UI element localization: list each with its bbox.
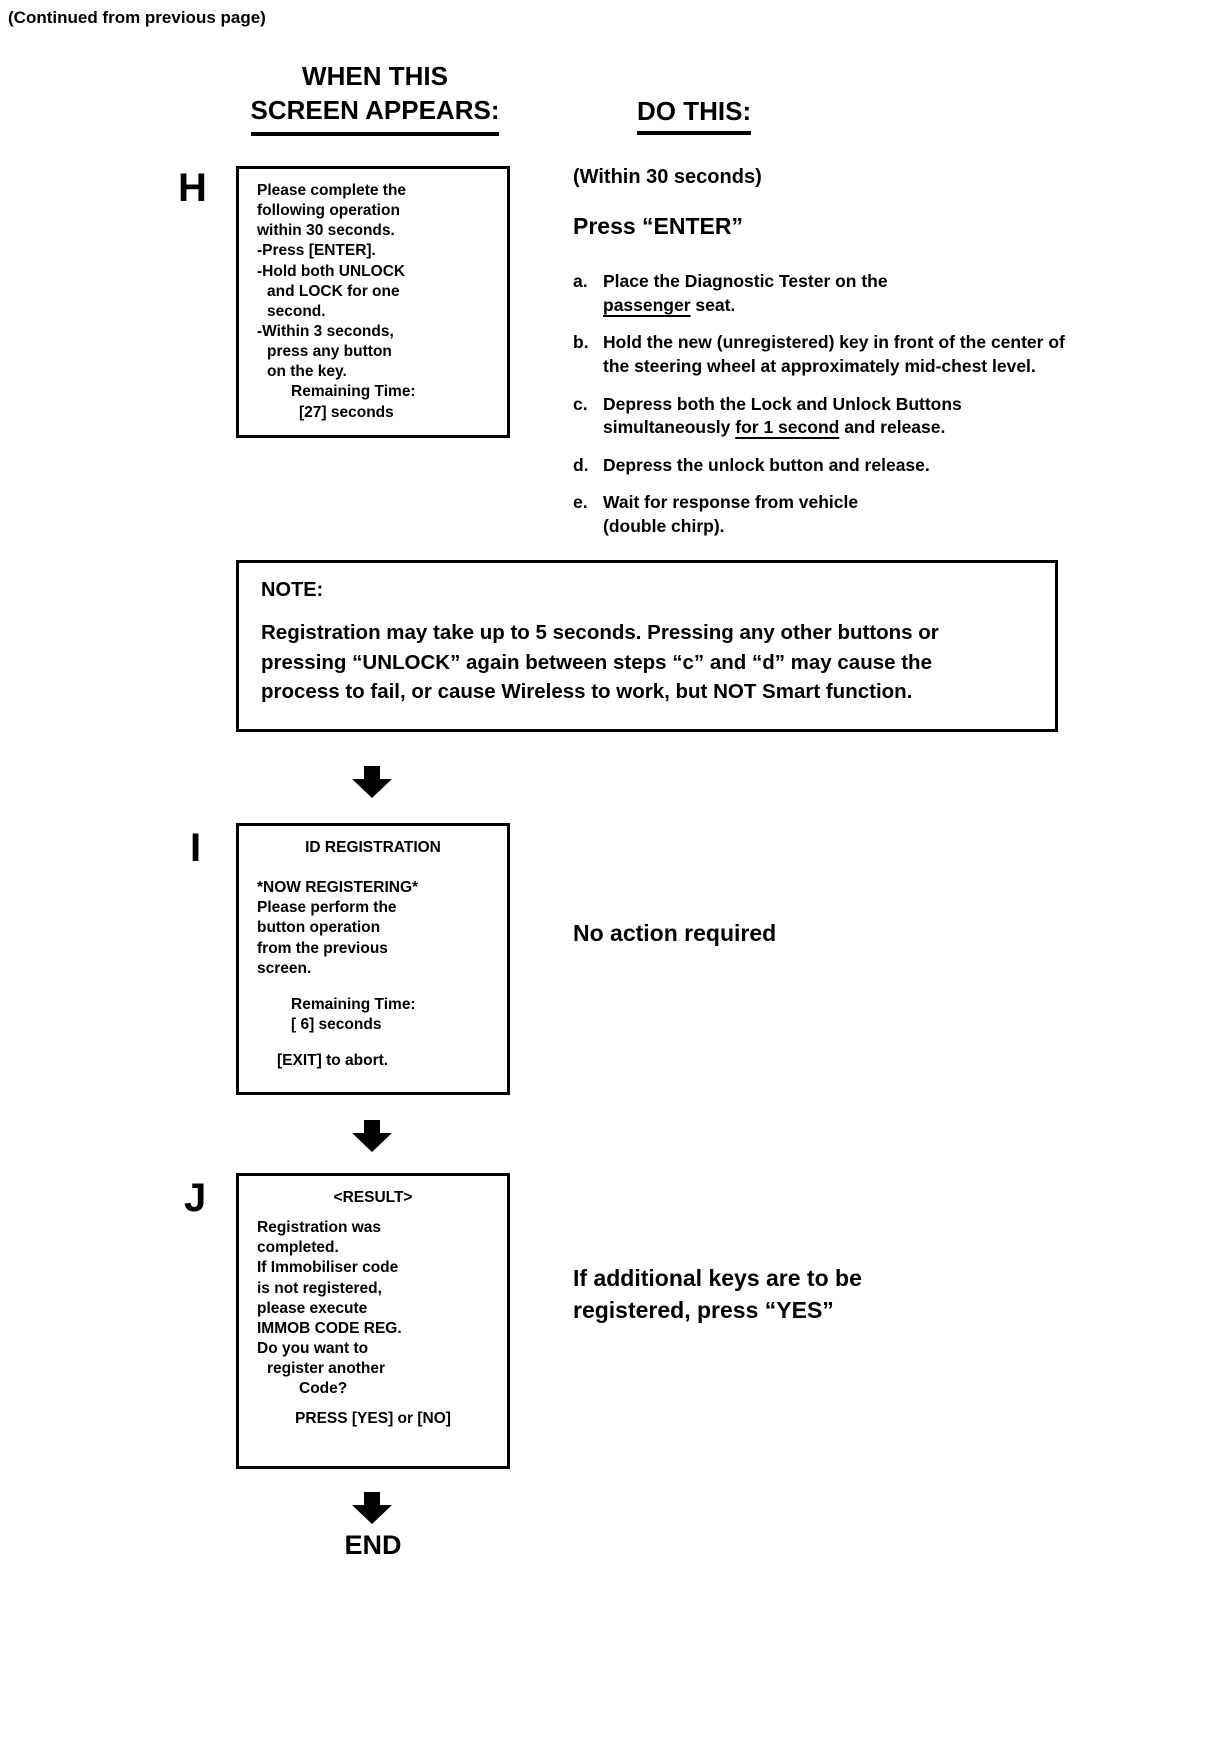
screen-line: Code?	[299, 1380, 348, 1398]
screen-line: register another	[267, 1360, 386, 1378]
screen-line: completed.	[257, 1239, 339, 1257]
step-letter: e.	[573, 492, 588, 513]
screen-line: Registration was	[257, 1219, 382, 1237]
screen-line: button operation	[257, 919, 381, 937]
step-text-part: Depress both the Lock and Unlock Buttons simultaneously	[603, 393, 962, 438]
screen-line: -Hold both UNLOCK	[257, 262, 406, 280]
step-text	[603, 491, 1093, 538]
down-arrow-icon	[352, 1492, 392, 1524]
instructions-j	[573, 1262, 862, 1326]
step-d	[573, 454, 1093, 478]
screen-remaining-time-value: [ 6] seconds	[291, 1015, 382, 1033]
screen-title: ID REGISTRATION	[305, 839, 441, 856]
step-text-underlined: for 1 second	[735, 417, 840, 438]
column-header-dothis-text: DO THIS:	[637, 96, 751, 135]
step-b	[573, 331, 1093, 378]
step-text-part: Wait for response from vehicle	[603, 492, 859, 513]
screen-line: second.	[267, 302, 326, 320]
tester-screen-j	[236, 1173, 510, 1469]
down-arrow-head	[352, 1505, 392, 1524]
screen-line: within 30 seconds.	[257, 222, 395, 240]
step-e	[573, 491, 1093, 538]
step-text-part: seat.	[690, 294, 736, 315]
step-text: Depress the unlock button and release.	[603, 454, 930, 475]
screen-status: *NOW REGISTERING*	[257, 879, 419, 897]
note-body: Registration may take up to 5 seconds. Pressing any other buttons or pressing “UNLOCK” again between steps “c” and “d” may cause the process to fail, or cause Wireless to work, but NOT Smart function.	[261, 621, 939, 704]
down-arrow-stem	[364, 766, 380, 779]
instructions-i: No action required	[573, 920, 777, 946]
tester-screen-h	[236, 166, 510, 438]
step-text	[603, 270, 1093, 317]
note-title: NOTE:	[261, 579, 324, 601]
step-text-part: Place the Diagnostic Tester on the	[603, 271, 888, 291]
screen-line: please execute	[257, 1299, 368, 1317]
screen-press-hint: PRESS [YES] or [NO]	[295, 1410, 451, 1428]
flow-step-label-h: H	[178, 166, 207, 210]
continued-note: (Continued from previous page)	[8, 8, 266, 27]
screen-line: and LOCK for one	[267, 282, 400, 300]
down-arrow-stem	[364, 1492, 380, 1505]
step-letter: d.	[573, 454, 589, 475]
step-text-underlined: passenger	[603, 294, 691, 315]
step-letter: a.	[573, 271, 588, 291]
step-letter: c.	[573, 393, 588, 414]
screen-line: -Press [ENTER].	[257, 242, 376, 260]
tester-screen-i	[236, 823, 510, 1095]
screen-line: is not registered,	[257, 1279, 382, 1297]
screen-title: <RESULT>	[333, 1189, 413, 1206]
step-c	[573, 393, 1093, 440]
instruction-steps	[573, 270, 1093, 539]
step-text-part: and release.	[839, 417, 946, 438]
screen-line: Please complete the	[257, 182, 407, 199]
down-arrow-head	[352, 1133, 392, 1152]
screen-line: If Immobiliser code	[257, 1259, 399, 1277]
screen-line: IMMOB CODE REG.	[257, 1319, 402, 1337]
step-letter: b.	[573, 332, 589, 353]
screen-exit-hint: [EXIT] to abort.	[277, 1052, 389, 1070]
step-text-part: (double chirp).	[603, 516, 725, 536]
down-arrow-head	[352, 779, 392, 798]
end-label: END	[344, 1530, 402, 1560]
down-arrow-icon	[352, 1120, 392, 1152]
screen-line: screen.	[257, 959, 312, 977]
step-a	[573, 270, 1093, 317]
column-header-when	[215, 60, 535, 136]
press-enter-instruction: Press “ENTER”	[573, 213, 744, 239]
screen-line: from the previous	[257, 939, 388, 957]
column-header-dothis	[637, 96, 751, 135]
instructions-h	[573, 166, 1093, 553]
flow-step-label-j: J	[184, 1176, 207, 1220]
down-arrow-icon	[352, 766, 392, 798]
screen-line: on the key.	[267, 363, 347, 381]
step-text: Hold the new (unregistered) key in front of the center of the steering wheel at approximately mid-chest level.	[603, 332, 1065, 376]
screen-line: following operation	[257, 202, 400, 220]
screen-line: Do you want to	[257, 1339, 369, 1357]
screen-remaining-time-value: [27] seconds	[299, 403, 394, 421]
screen-remaining-time-label: Remaining Time:	[291, 995, 416, 1013]
down-arrow-stem	[364, 1120, 380, 1133]
column-header-when-line1: WHEN THIS	[302, 61, 448, 91]
column-header-when-underline: SCREEN APPEARS:	[251, 94, 500, 136]
instructions-j-line1: If additional keys are to be	[573, 1265, 862, 1291]
screen-line: -Within 3 seconds,	[257, 322, 394, 340]
screen-line: Please perform the	[257, 899, 397, 917]
screen-remaining-time-label: Remaining Time:	[291, 383, 416, 401]
within-30-seconds-note: (Within 30 seconds)	[573, 166, 762, 188]
screen-line: press any button	[267, 343, 392, 361]
instructions-j-line2: registered, press “YES”	[573, 1297, 834, 1324]
note-box	[236, 560, 1058, 732]
step-text	[603, 393, 1093, 440]
column-header-when-line2	[215, 94, 535, 136]
flow-step-label-i: I	[190, 826, 202, 870]
